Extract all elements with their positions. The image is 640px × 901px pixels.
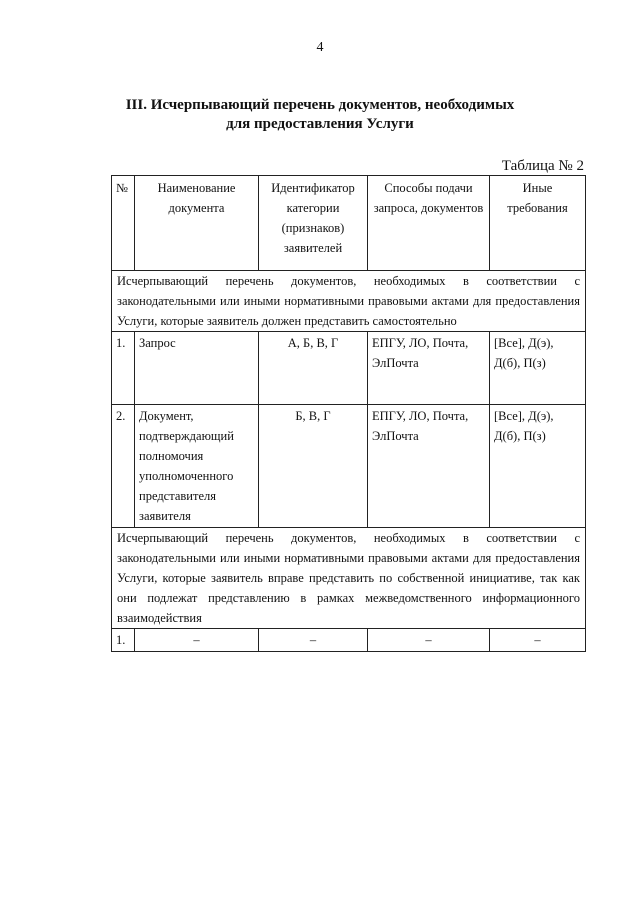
cell-document-name: Запрос — [135, 332, 259, 405]
documents-table — [111, 175, 586, 652]
section-heading-mandatory: Исчерпывающий перечень документов, необходимых в соответствии с законодательными или иными нормативными правовыми актами для предоставления Услуги, которые заявитель должен представить самостоятельно — [112, 271, 586, 332]
cell-submission-methods: ЕПГУ, ЛО, Почта, ЭлПочта — [368, 332, 490, 405]
header-submission-methods: Способы подачи запроса, документов — [368, 176, 490, 271]
table-row — [112, 332, 586, 405]
header-number: № — [112, 176, 135, 271]
cell-submission-methods: – — [368, 629, 490, 652]
header-category-identifier: Идентификатор категории (признаков) заявителей — [259, 176, 368, 271]
cell-document-name: – — [135, 629, 259, 652]
cell-category-identifier: Б, В, Г — [259, 405, 368, 528]
header-other-requirements: Иные требования — [490, 176, 586, 271]
section-title-line-1: III. Исчерпывающий перечень документов, необходимых — [125, 97, 515, 113]
section-heading-optional: Исчерпывающий перечень документов, необходимых в соответствии с законодательными или иными нормативными правовыми актами для предоставления Услуги, которые заявитель вправе представить по собственной инициативе, так как они подлежат представлению в рамках межведомственного информационного взаимодействия — [112, 528, 586, 629]
header-document-name: Наименование документа — [135, 176, 259, 271]
table-row — [112, 405, 586, 528]
cell-other-requirements: [Все], Д(э), Д(б), П(з) — [490, 405, 586, 528]
cell-number: 1. — [112, 332, 135, 405]
cell-other-requirements: – — [490, 629, 586, 652]
page-number: 4 — [316, 40, 324, 55]
section-title-line-2: для предоставления Услуги — [226, 116, 414, 132]
table-header-row — [112, 176, 586, 271]
cell-other-requirements: [Все], Д(э), Д(б), П(з) — [490, 332, 586, 405]
cell-document-name: Документ, подтверждающий полномочия уполномоченного представителя заявителя — [135, 405, 259, 528]
table-caption: Таблица № 2 — [501, 158, 584, 174]
section-heading-row — [112, 528, 586, 629]
section-title — [80, 96, 560, 134]
table-row — [112, 629, 586, 652]
cell-category-identifier: А, Б, В, Г — [259, 332, 368, 405]
cell-number: 1. — [112, 629, 135, 652]
cell-category-identifier: – — [259, 629, 368, 652]
section-heading-row — [112, 271, 586, 332]
cell-submission-methods: ЕПГУ, ЛО, Почта, ЭлПочта — [368, 405, 490, 528]
cell-number: 2. — [112, 405, 135, 528]
